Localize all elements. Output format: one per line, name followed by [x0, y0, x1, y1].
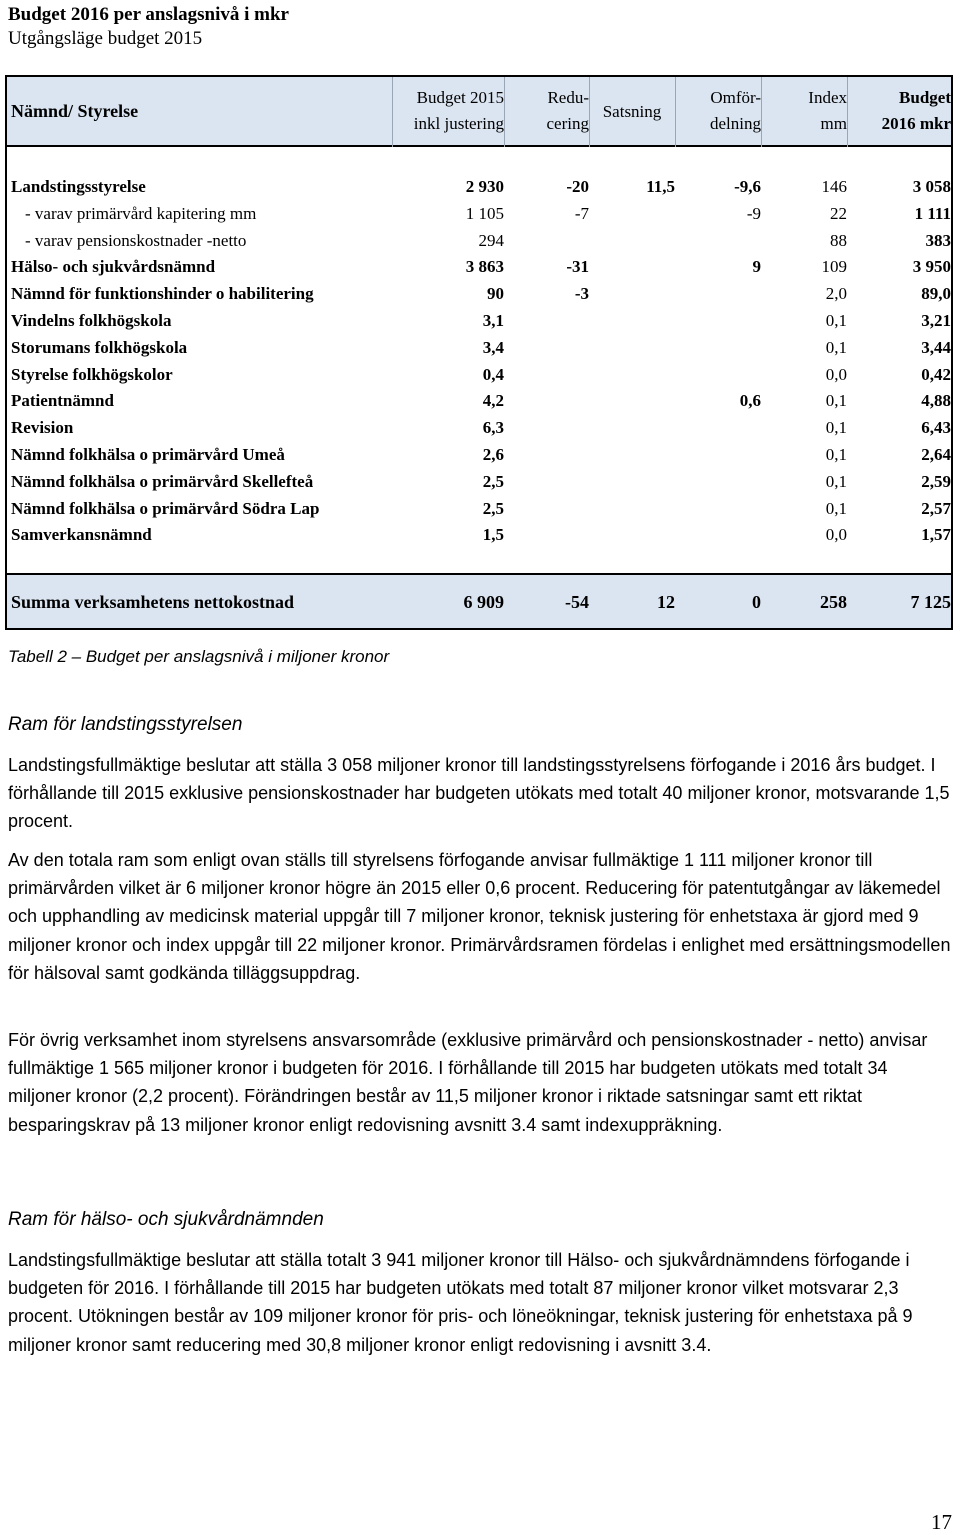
header-name: Nämnd/ Styrelse: [11, 101, 139, 121]
cell-omf: -9,6: [734, 177, 761, 196]
cell-red: -7: [574, 203, 589, 223]
cell-b15: 3,1: [482, 311, 504, 330]
cell-name: Storumans folkhögskola: [11, 337, 188, 357]
table-caption: Tabell 2 – Budget per anslagsnivå i miljoner kronor: [8, 647, 390, 666]
cell-omf: -9: [746, 203, 761, 223]
header-satsning: Satsning: [602, 102, 662, 121]
cell-name: Nämnd folkhälsa o primärvård Södra Lap: [11, 498, 320, 518]
document-subtitle: Utgångsläge budget 2015: [8, 28, 203, 49]
cell-idx: 0,1: [825, 311, 847, 330]
cell-sat: 11,5: [646, 177, 675, 196]
table-footer: [7, 573, 951, 628]
table-row: [7, 173, 951, 200]
cell-name: Vindelns folkhögskola: [11, 311, 172, 330]
cell-name: Nämnd folkhälsa o primärvård Skellefteå: [11, 471, 314, 491]
sum-budget-2016: 7 125: [910, 592, 951, 612]
table-row: [7, 307, 951, 334]
header-index: Index mm: [808, 88, 847, 133]
sum-budget-2015: 6 909: [463, 592, 504, 612]
cell-idx: 0,0: [825, 364, 847, 384]
cell-b16: 0,42: [921, 364, 951, 384]
table-row: [7, 253, 951, 280]
sum-name: Summa verksamhetens nettokostnad: [11, 592, 295, 612]
budget-table: [5, 75, 953, 630]
table-row: [7, 495, 951, 522]
cell-b15: 2 930: [465, 177, 504, 196]
cell-idx: 88: [830, 230, 847, 250]
table-header: [7, 77, 951, 147]
table-row: [7, 361, 951, 388]
cell-b15: 1,5: [482, 525, 504, 545]
sum-reducering: -54: [565, 592, 589, 612]
paragraph: Av den totala ram som enligt ovan ställs till styrelsens förfogande anvisar fullmäktige 1 111 miljoner kronor till primärvården vilket är 6 miljoner kronor högre än 2015 eller 0,6 procent. Reducering för patentutgångar av läkemedel och upphandling av medicinsk material uppgår till 7 miljoner kronor, teknisk justering för enhetstaxa är gjord med 9 miljoner kronor och index uppgår till 22 miljoner kronor. Primärvårdsramen fördelas i enlighet med ersättningsmodellen för hälsoval samt godkända tilläggsuppdrag.: [8, 850, 951, 983]
cell-idx: 109: [821, 257, 847, 277]
section-heading-landstingsstyrelsen: Ram för landstingsstyrelsen: [8, 714, 243, 735]
cell-name: Patientnämnd: [11, 391, 114, 411]
cell-b16: 2,59: [921, 471, 951, 491]
table-row: [7, 200, 951, 227]
cell-b15: 0,4: [482, 364, 504, 384]
cell-b16: 3 950: [912, 257, 951, 277]
cell-b16: 3 058: [912, 177, 951, 196]
cell-b15: 90: [487, 284, 504, 304]
cell-b16: 4,88: [921, 391, 951, 411]
cell-name: Hälso- och sjukvårdsnämnd: [11, 257, 216, 277]
table-row: [7, 441, 951, 468]
cell-b16: 2,57: [921, 498, 951, 518]
cell-idx: 22: [830, 203, 847, 223]
header-budget-2015: Budget 2015 inkl justering: [413, 88, 504, 133]
table-row: [7, 387, 951, 414]
cell-name: Styrelse folkhögskolor: [11, 364, 173, 384]
cell-name: - varav pensionskostnader -netto: [25, 230, 247, 250]
table-row: [7, 280, 951, 307]
cell-b16: 1,57: [921, 525, 951, 545]
cell-idx: 0,1: [825, 471, 847, 491]
cell-red: -20: [566, 177, 589, 196]
cell-idx: 0,1: [825, 391, 847, 411]
cell-b16: 89,0: [921, 284, 951, 304]
cell-b15: 3 863: [465, 257, 504, 277]
table-row: [7, 334, 951, 361]
cell-idx: 0,1: [825, 337, 847, 357]
cell-b15: 1 105: [465, 203, 504, 223]
table-row: [7, 468, 951, 495]
cell-idx: 146: [821, 177, 847, 196]
cell-name: - varav primärvård kapitering mm: [25, 203, 257, 223]
sum-omfordelning: 0: [752, 592, 761, 612]
cell-omf: 0,6: [739, 391, 761, 411]
cell-b16: 383: [925, 230, 951, 250]
cell-b15: 2,5: [482, 498, 504, 518]
cell-b15: 294: [478, 230, 504, 250]
cell-idx: 0,1: [825, 418, 847, 438]
cell-b16: 3,44: [921, 337, 951, 357]
sum-index: 258: [820, 592, 847, 612]
cell-b15: 4,2: [482, 391, 504, 411]
page-number: 17: [931, 1510, 952, 1534]
sum-satsning: 12: [657, 592, 675, 612]
table-row: [7, 227, 951, 254]
header-budget-2016: Budget 2016 mkr: [881, 88, 951, 133]
header-omfordelning: Omför- delning: [710, 88, 761, 133]
sum-row: [7, 587, 951, 617]
cell-name: Nämnd folkhälsa o primärvård Umeå: [11, 445, 285, 464]
cell-name: Samverkansnämnd: [11, 525, 152, 545]
table-row: [7, 414, 951, 441]
cell-name: Revision: [11, 418, 74, 438]
table-row: [7, 521, 951, 548]
cell-red: -31: [566, 257, 589, 277]
cell-idx: 0,1: [825, 445, 847, 464]
document-title: Budget 2016 per anslagsnivå i mkr: [8, 4, 289, 25]
cell-idx: 2,0: [825, 284, 847, 304]
cell-b15: 6,3: [482, 418, 504, 438]
section-heading-halso-och-sjukvardnamnden: Ram för hälso- och sjukvårdnämnden: [8, 1209, 324, 1230]
cell-idx: 0,1: [825, 498, 847, 518]
cell-b16: 2,64: [921, 445, 951, 464]
cell-red: -3: [574, 284, 589, 304]
paragraph: Landstingsfullmäktige beslutar att ställa 3 058 miljoner kronor till landstingsstyrelsens förfogande i 2016 års budget. I förhållande till 2015 exklusive pensionskostnader har budgeten utökats med totalt 40 miljoner kronor, motsvarande 1,5 procent.: [8, 755, 950, 832]
cell-b16: 3,21: [921, 311, 951, 330]
paragraph: För övrig verksamhet inom styrelsens ansvarsområde (exklusive primärvård och pensionskostnader - netto) anvisar fullmäktige 1 565 miljoner kronor i budgeten för 2016. I förhållande till 2015 har budgeten utökats med totalt 34 miljoner kronor (2,2 procent). Förändringen består av 11,5 miljoner kronor i riktade satsningar samt ett riktat besparingskrav på 13 miljoner kronor enligt redovisning avsnitt 3.4 samt indexuppräkning.: [8, 1030, 928, 1135]
paragraph: Landstingsfullmäktige beslutar att ställa totalt 3 941 miljoner kronor till Hälso- och sjukvårdnämndens förfogande i budgeten för 2016. I förhållande till 2015 har budgeten utökats med totalt 87 miljoner kronor vilket motsvarar 2,3 procent. Utökningen består av 109 miljoner kronor för pris- och löneökningar, teknisk justering för enhetstaxa på 9 miljoner kronor samt reducering med 30,8 miljoner kronor enligt redovisning i avsnitt 3.4.: [8, 1250, 913, 1355]
cell-name: Nämnd för funktionshinder o habilitering: [11, 284, 314, 304]
cell-b15: 3,4: [482, 337, 504, 357]
cell-b16: 6,43: [921, 418, 951, 438]
cell-name: Landstingsstyrelse: [11, 177, 146, 196]
cell-idx: 0,0: [825, 525, 847, 545]
cell-b15: 2,5: [482, 471, 504, 491]
cell-b15: 2,6: [482, 445, 504, 464]
cell-b16: 1 111: [914, 203, 951, 223]
header-reducering: Redu- cering: [546, 88, 589, 133]
cell-omf: 9: [752, 257, 761, 277]
